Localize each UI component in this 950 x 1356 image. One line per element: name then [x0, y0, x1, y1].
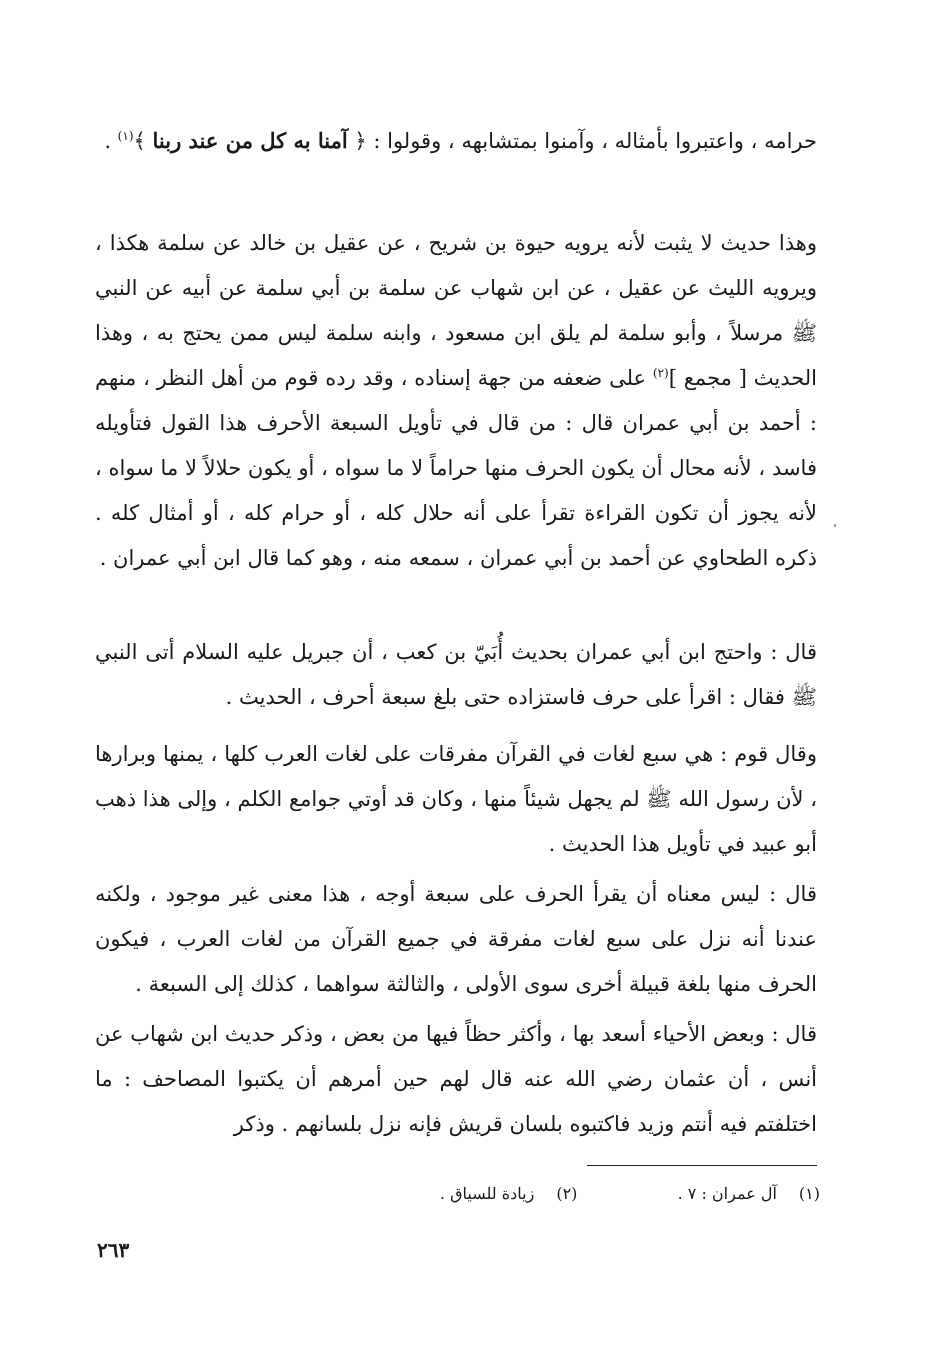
footnote-text: آل عمران : ٧ .	[677, 1184, 777, 1203]
paragraph-text: .	[104, 129, 118, 153]
footnote-number: (٢)	[556, 1184, 578, 1203]
paragraph	[95, 732, 817, 867]
footnote-ref: (٢)	[652, 366, 669, 380]
footnote-number: (١)	[798, 1184, 820, 1203]
paragraph-text: قال : ليس معناه أن يقرأ الحرف على سبعة أوجه ، هذا معنى غير موجود ، ولكنه عندنا أنه نزل على سبع لغات مفرقة في جميع القرآن من لغات العرب ، فيكون الحرف منها بلغة قبيلة أخرى سوى الأولى ، والثالثة سواهما ، كذلك إلى السبعة .	[95, 882, 817, 996]
paragraph-text: وهذا حديث لا يثبت لأنه يرويه حيوة بن شريح ، عن عقيل بن خالد عن سلمة هكذا ، ويرويه الليث عن عقيل ، عن ابن شهاب عن سلمة بن أبي سلمة عن أبيه عن النبي ﷺ مرسلاً ، وأبو سلمة لم يلق ابن مسعود ، وابنه سلمة ليس ممن يحتج به ، وهذا الحديث [ مجمع ]	[95, 231, 817, 390]
paragraph	[95, 1012, 817, 1147]
footnote-1	[678, 1180, 820, 1208]
quran-quote: آمنا به كل من عند ربنا	[152, 128, 348, 153]
paragraph-text: قال : واحتج ابن أبي عمران بحديث أُبَيّ بن كعب ، أن جبريل عليه السلام أتى النبي ﷺ فقال : اقرأ على حرف فاستزاده حتى بلغ سبعة أحرف ، الحديث .	[95, 640, 817, 709]
scan-speck	[834, 524, 836, 527]
paragraph-text: ﴾	[133, 129, 153, 153]
paragraph	[95, 118, 817, 164]
paragraph	[95, 630, 817, 720]
footnote-ref: (١)	[117, 129, 134, 143]
paragraph-text: على ضعفه من جهة إسناده ، وقد رده قوم من أهل النظر ، منهم : أحمد بن أبي عمران قال : من قال في تأويل السبعة الأحرف هذا القول فتأويله فاسد ، لأنه محال أن يكون الحرف منها حراماً لا ما سواه ، أو يكون حلالاً لا ما سواه ، لأنه يجوز أن تكون القراءة تقرأ على أنه حلال كله ، أو حرام كله ، أو أمثال كله . ذكره الطحاوي عن أحمد بن أبي عمران ، سمعه منه ، وهو كما قال ابن أبي عمران .	[95, 366, 817, 570]
footnote-2	[440, 1180, 577, 1208]
footnote-separator	[587, 1165, 817, 1166]
paragraph	[95, 872, 817, 1007]
paragraph	[95, 221, 817, 581]
paragraph-text: حرامه ، واعتبروا بأمثاله ، وآمنوا بمتشابهه ، وقولوا : ﴿	[347, 129, 817, 153]
paragraph-text: قال : وبعض الأحياء أسعد بها ، وأكثر حظاً فيها من بعض ، وذكر حديث ابن شهاب عن أنس ، أن عثمان رضي الله عنه قال لهم حين أمرهم أن يكتبوا المصاحف : ما اختلفتم فيه أنتم وزيد فاكتبوه بلسان قريش فإنه نزل بلسانهم . وذكر	[95, 1022, 817, 1136]
paragraph-text: وقال قوم : هي سبع لغات في القرآن مفرقات على لغات العرب كلها ، يمنها وبرارها ، لأن رسول الله ﷺ لم يجهل شيئاً منها ، وكان قد أوتي جوامع الكلم ، وإلى هذا ذهب أبو عبيد في تأويل هذا الحديث .	[95, 742, 817, 856]
page-number: ٢٦٣	[97, 1238, 130, 1262]
footnote-text: زيادة للسياق .	[439, 1184, 535, 1203]
footnotes	[380, 1180, 820, 1208]
